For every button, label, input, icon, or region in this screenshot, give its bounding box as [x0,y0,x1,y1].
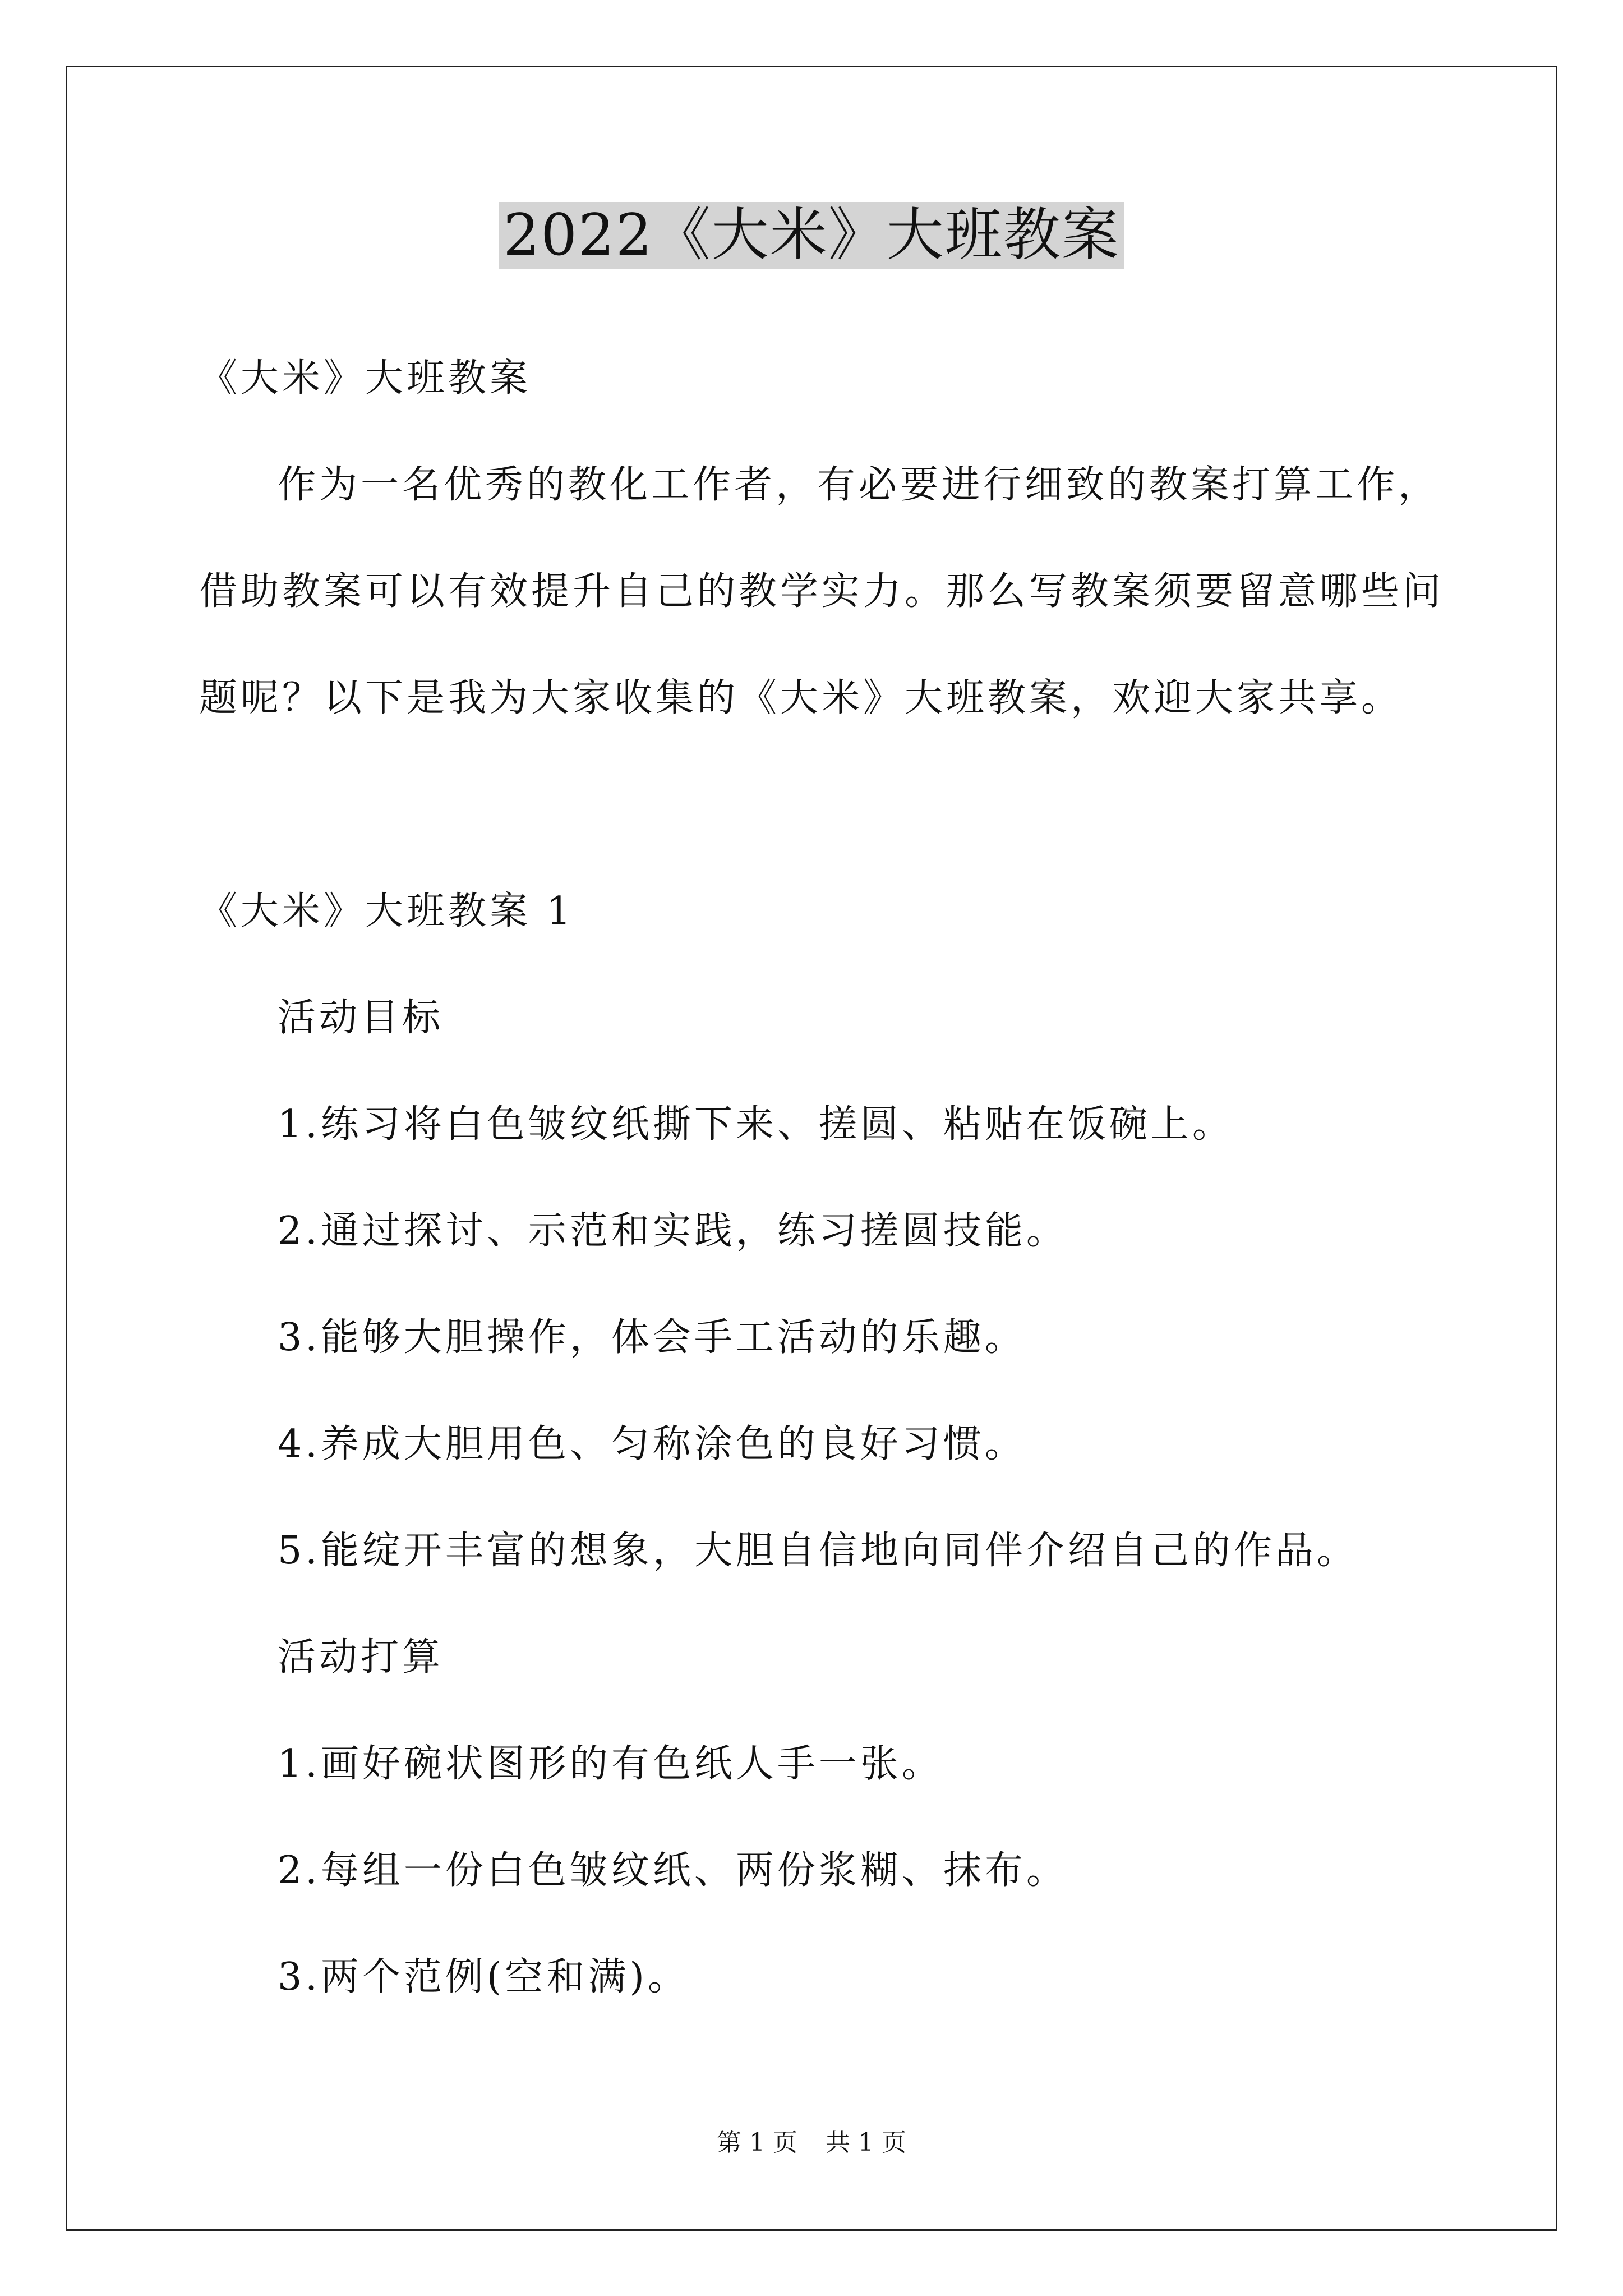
goal-item: 5.能绽开丰富的想象，大胆自信地向同伴介绍自己的作品。 [278,1529,1358,1573]
section-heading: 《大米》大班教案 1 [199,889,574,933]
goal-item: 4.养成大胆用色、匀称涂色的良好习惯。 [278,1422,1026,1466]
goal-item: 3.能够大胆操作，体会手工活动的乐趣。 [278,1315,1026,1360]
intro-line-2: 借助教案可以有效提升自己的教学实力。那么写教案须要留意哪些问 [199,569,1445,614]
title-text: 2022《大米》大班教案 [499,202,1124,269]
page-total: 共 1 页 [826,2128,906,2157]
goal-item: 1.练习将白色皱纹纸撕下来、搓圆、粘贴在饭碗上。 [278,1102,1234,1147]
intro-line-3: 题呢？以下是我为大家收集的《大米》大班教案，欢迎大家共享。 [199,676,1403,720]
preparation-item: 1.画好碗状图形的有色纸人手一张。 [278,1742,943,1786]
page-footer [0,2126,1623,2160]
intro-line-1: 作为一名优秀的教化工作者，有必要进行细致的教案打算工作， [278,463,1440,507]
document-title [0,196,1623,275]
subtitle: 《大米》大班教案 [199,356,532,401]
goals-heading: 活动目标 [278,996,444,1040]
preparation-item: 2.每组一份白色皱纹纸、两份浆糊、抹布。 [278,1848,1068,1893]
page-number: 第 1 页 [717,2128,797,2157]
preparation-item: 3.两个范例(空和满)。 [278,1955,689,1999]
goal-item: 2.通过探讨、示范和实践，练习搓圆技能。 [278,1209,1068,1253]
preparation-heading: 活动打算 [278,1635,444,1680]
